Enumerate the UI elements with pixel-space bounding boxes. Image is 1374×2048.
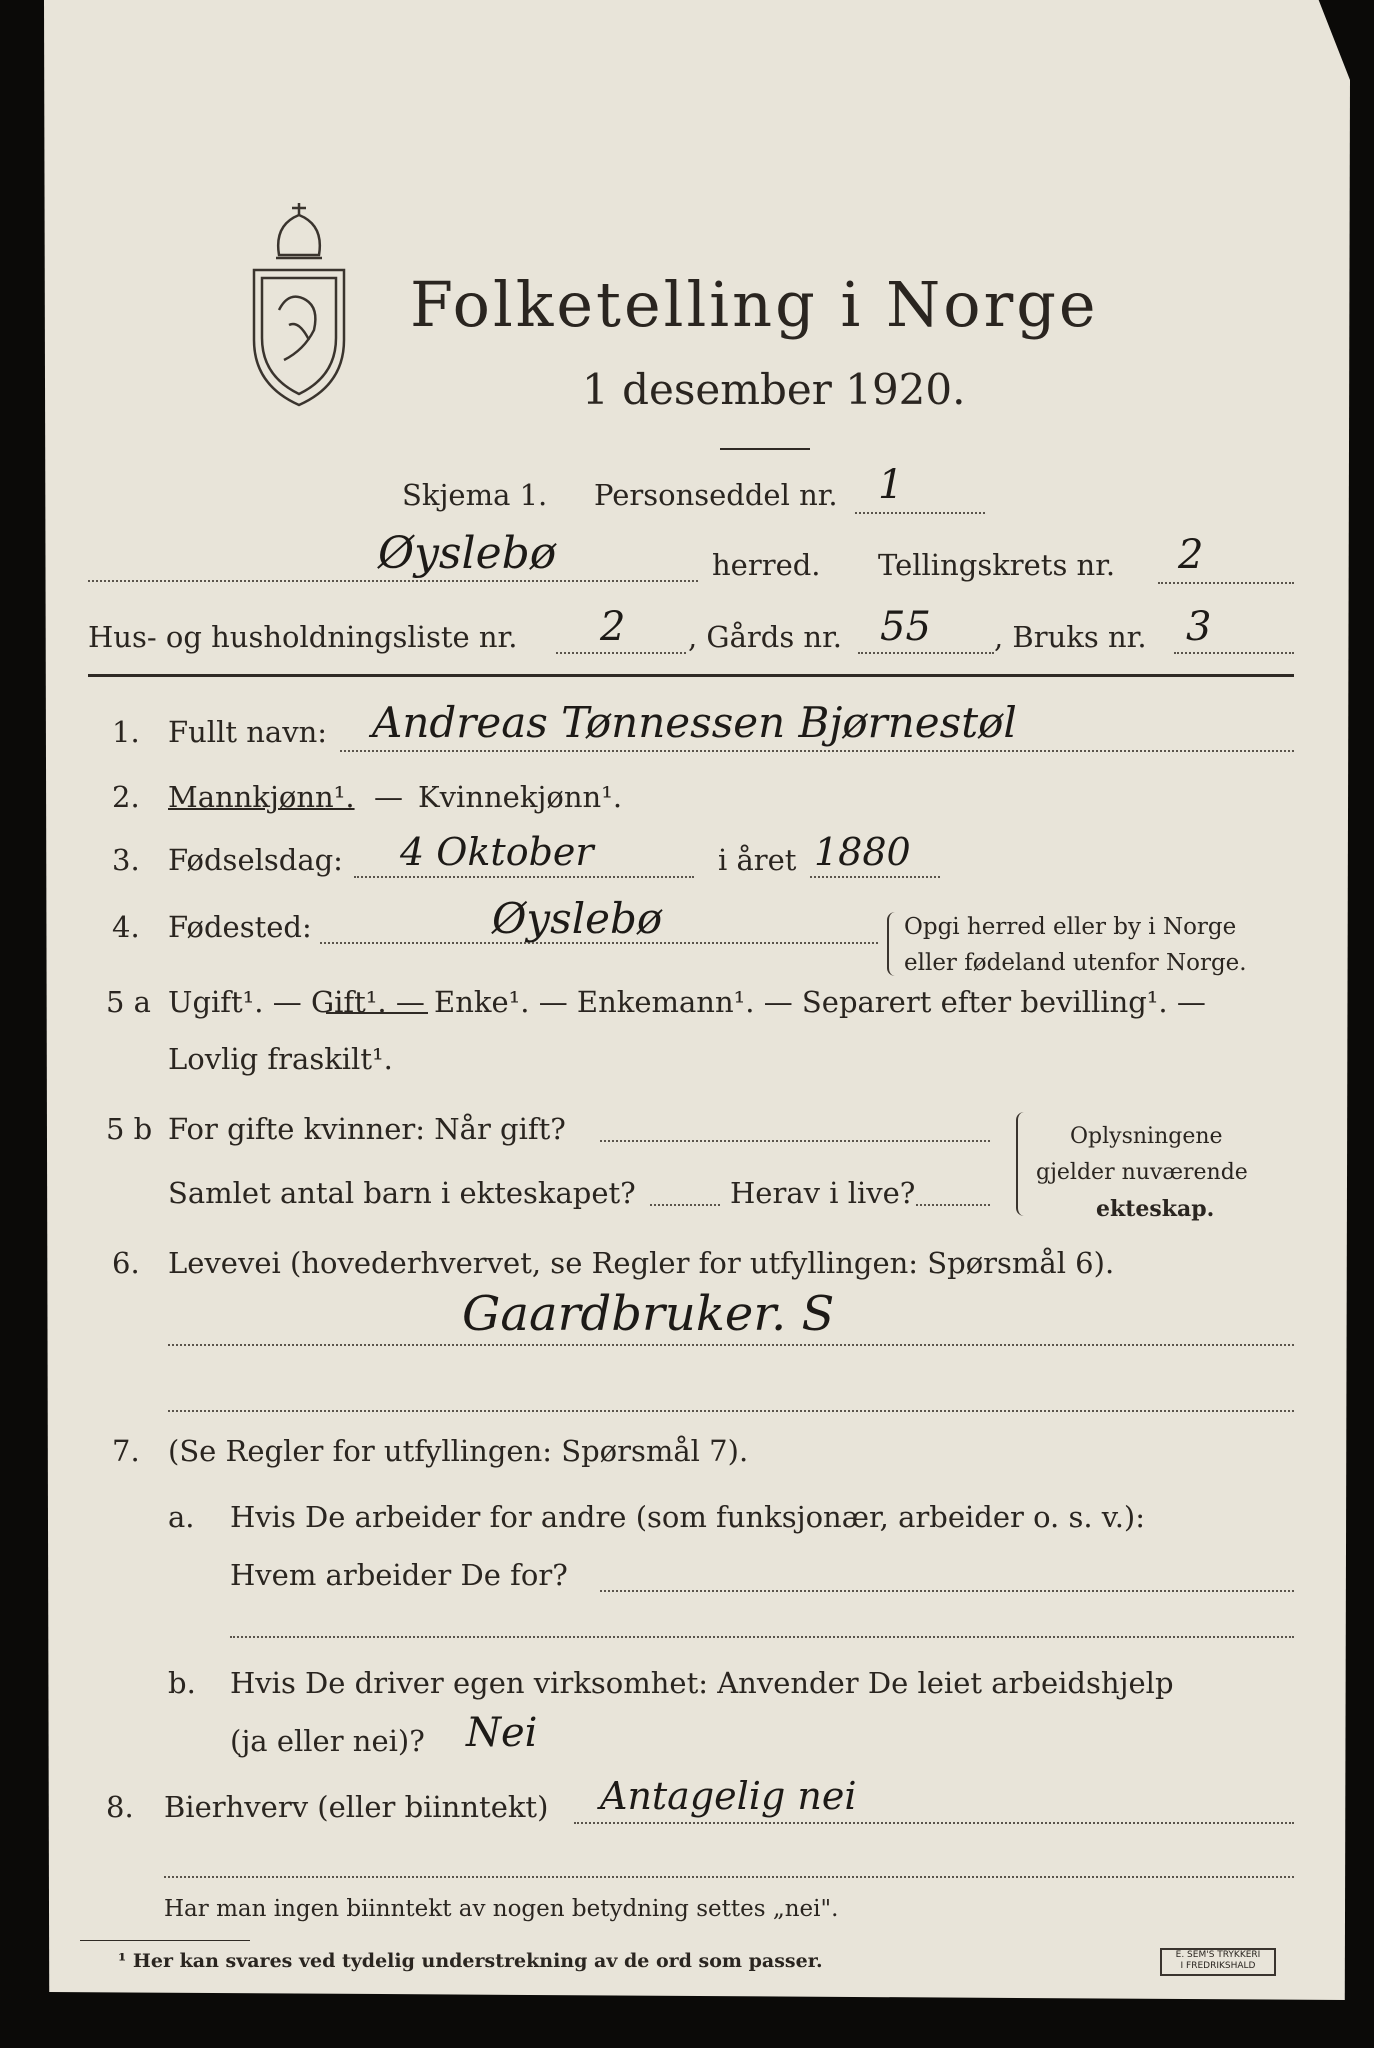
bruks-field xyxy=(1174,652,1294,654)
q5b-number: 5 b xyxy=(106,1112,153,1146)
gards-label: , Gårds nr. xyxy=(688,620,842,654)
hus-label: Hus- og husholdningsliste nr. xyxy=(88,620,518,654)
q2-separator: — xyxy=(374,780,403,814)
q8-field xyxy=(574,1822,1294,1824)
q5b-note-line3: ekteskap. xyxy=(1096,1196,1215,1222)
footnote-rule xyxy=(80,1940,250,1941)
gards-value: 55 xyxy=(880,604,931,650)
q2-number: 2. xyxy=(112,780,140,814)
q3-day-field xyxy=(354,876,694,878)
q1-label: Fullt navn: xyxy=(168,715,328,749)
q8-label: Bierhverv (eller biinntekt) xyxy=(164,1790,549,1824)
q6-field-1 xyxy=(168,1344,1294,1346)
q7a-employer-label: Hvem arbeider De for? xyxy=(230,1558,568,1592)
q7-number: 7. xyxy=(112,1434,140,1468)
census-date: 1 desember 1920. xyxy=(582,365,966,414)
q6-label: Levevei (hovederhvervet, se Regler for utfyllingen: Spørsmål 6). xyxy=(168,1246,1115,1280)
q4-note-line2: eller fødeland utenfor Norge. xyxy=(904,950,1247,976)
title-divider xyxy=(720,448,810,450)
q1-full-name-value: Andreas Tønnessen Bjørnestøl xyxy=(372,698,1017,747)
hus-value: 2 xyxy=(600,604,626,650)
bruks-value: 3 xyxy=(1186,604,1212,650)
coat-of-arms-icon xyxy=(244,200,354,410)
printer-stamp-line1: E. SEM'S TRYKKERI xyxy=(1175,1950,1261,1960)
bruks-label: , Bruks nr. xyxy=(994,620,1147,654)
biinntekt-note: Har man ingen biinntekt av nogen betydning settes „nei". xyxy=(164,1896,839,1922)
q7a-letter: a. xyxy=(168,1500,195,1534)
herred-value: Øyslebø xyxy=(378,528,557,579)
q7b-value: Nei xyxy=(466,1710,538,1756)
q3-birthday-value: 4 Oktober xyxy=(400,830,594,874)
q7a-employer-field-2 xyxy=(230,1636,1294,1638)
q4-label: Fødested: xyxy=(168,910,312,944)
q7a-question: Hvis De arbeider for andre (som funksjonær, arbeider o. s. v.): xyxy=(230,1500,1146,1534)
q7a-employer-field xyxy=(600,1590,1294,1592)
q5b-alive-label: Herav i live? xyxy=(730,1176,916,1210)
q6-number: 6. xyxy=(112,1246,140,1280)
q5b-note-line1: Oplysningene xyxy=(1070,1124,1223,1149)
q7b-letter: b. xyxy=(168,1666,196,1700)
printer-stamp-line2: I FREDRIKSHALD xyxy=(1180,1961,1256,1971)
q4-birthplace-value: Øyslebø xyxy=(492,894,663,943)
q5b-children-label: Samlet antal barn i ekteskapet? xyxy=(168,1176,636,1210)
q5b-children-field xyxy=(650,1204,720,1206)
q5b-note-line2: gjelder nuværende xyxy=(1036,1160,1248,1185)
q2-kvinnekjonn: Kvinnekjønn¹. xyxy=(418,780,623,814)
q5b-brace xyxy=(1016,1112,1026,1216)
q5b-when-married-field xyxy=(600,1140,990,1142)
q4-note-line1: Opgi herred eller by i Norge xyxy=(904,914,1237,940)
q5a-marital-options: Ugift¹. — Gift¹. — Enke¹. — Enkemann¹. — Separert efter bevilling¹. — xyxy=(168,985,1206,1019)
herred-label: herred. xyxy=(712,548,821,582)
printer-stamp xyxy=(1160,1948,1276,1976)
q8-value: Antagelig nei xyxy=(600,1774,857,1818)
q3-number: 3. xyxy=(112,843,140,877)
skjema-label: Skjema 1. xyxy=(402,478,548,512)
personseddel-value: 1 xyxy=(878,462,904,508)
q4-number: 4. xyxy=(112,910,140,944)
q8-number: 8. xyxy=(106,1790,134,1824)
header-rule xyxy=(88,674,1294,677)
q5b-alive-field xyxy=(916,1204,990,1206)
herred-field xyxy=(88,580,698,582)
q5a-number: 5 a xyxy=(106,985,151,1019)
form-title: Folketelling i Norge xyxy=(410,268,1099,341)
q6-field-2 xyxy=(168,1410,1294,1412)
tellingskrets-field xyxy=(1158,582,1294,584)
footnote: ¹ Her kan svares ved tydelig understrekning av de ord som passer. xyxy=(118,1950,823,1972)
q1-field xyxy=(340,750,1294,752)
q4-brace xyxy=(887,912,897,976)
q7-label: (Se Regler for utfyllingen: Spørsmål 7). xyxy=(168,1434,749,1468)
q3-year-value: 1880 xyxy=(814,830,911,874)
q8-field-2 xyxy=(164,1876,1294,1878)
personseddel-label: Personseddel nr. xyxy=(594,478,838,512)
personseddel-field xyxy=(855,512,985,514)
hus-field xyxy=(556,652,686,654)
gards-field xyxy=(858,652,994,654)
q6-occupation-value: Gaardbruker. S xyxy=(462,1286,835,1342)
q2-mannkjonn: Mannkjønn¹. xyxy=(168,780,355,814)
q5b-when-married-label: For gifte kvinner: Når gift? xyxy=(168,1112,566,1146)
tellingskrets-label: Tellingskrets nr. xyxy=(878,548,1116,582)
q5a-gift-underline xyxy=(326,1012,428,1014)
q5a-lovlig-fraskilt: Lovlig fraskilt¹. xyxy=(168,1042,393,1076)
tellingskrets-value: 2 xyxy=(1178,532,1204,578)
q3-label: Fødselsdag: xyxy=(168,843,343,877)
q1-number: 1. xyxy=(112,715,140,749)
q3-year-field xyxy=(810,876,940,878)
q3-year-label: i året xyxy=(718,843,797,877)
q7b-question: Hvis De driver egen virksomhet: Anvender De leiet arbeidshjelp xyxy=(230,1666,1174,1700)
q7b-yes-no-label: (ja eller nei)? xyxy=(230,1724,425,1758)
